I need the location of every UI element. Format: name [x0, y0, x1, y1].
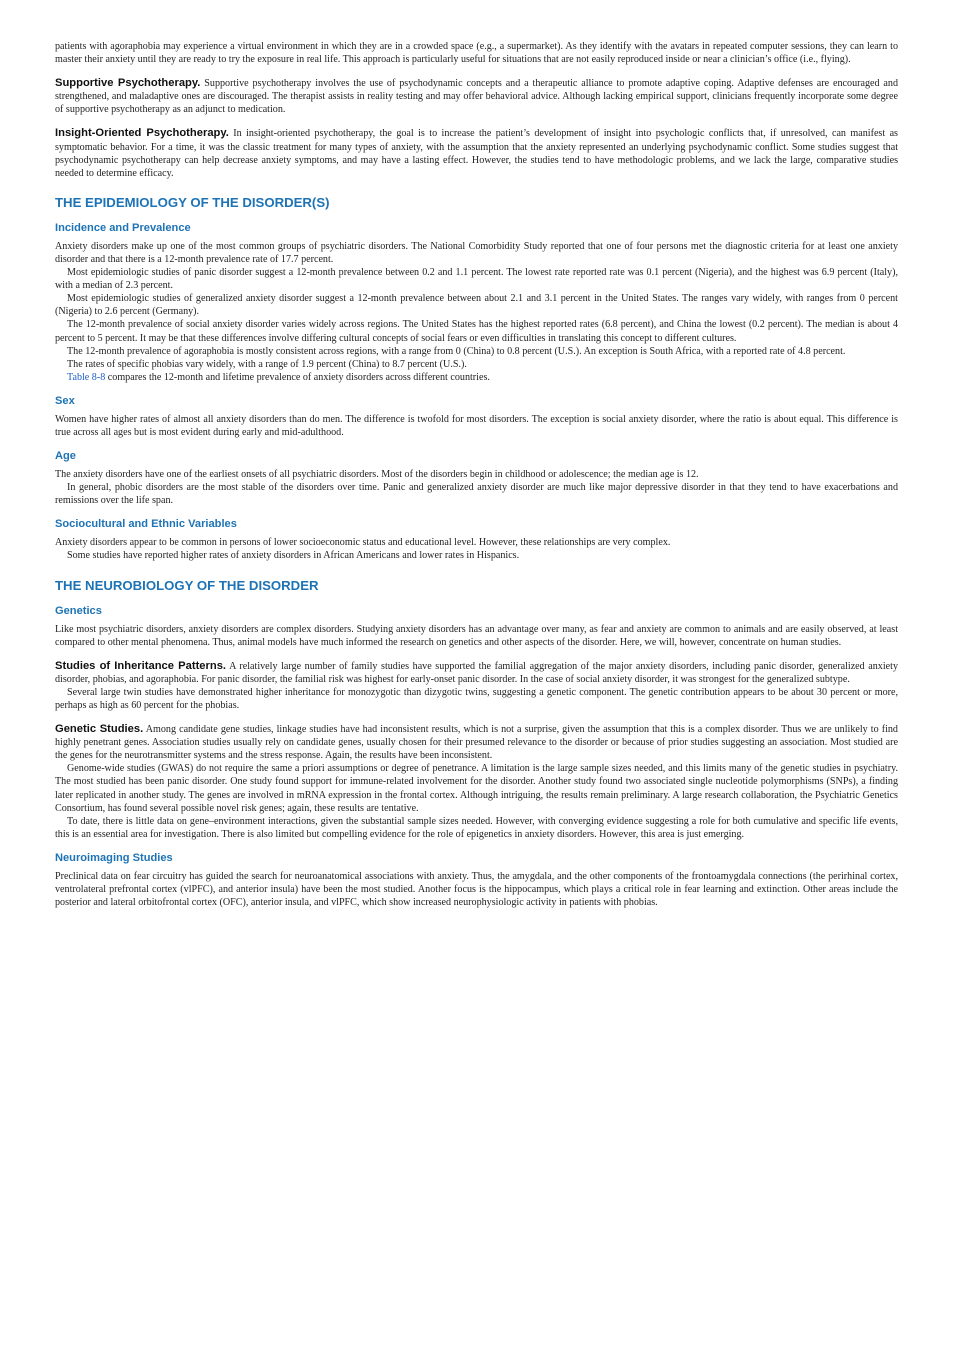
insight-paragraph: [55, 127, 898, 179]
incidence-paragraph-5: The 12-month prevalence of agoraphobia is mostly consistent across regions, with a range from 0 (China) to 0.8 percent (U.S.). An exception is South Africa, with a reported rate of 4.8 percent.: [67, 345, 846, 357]
supportive-paragraph: [55, 77, 898, 116]
table-reference-text: compares the 12-month and lifetime prevalence of anxiety disorders across different countries.: [105, 371, 490, 383]
supportive-run-in-head: Supportive Psychotherapy.: [55, 77, 201, 90]
supportive-text: Supportive psychotherapy involves the use of psychodynamic concepts and a therapeutic alliance to promote adaptive coping. Adaptive defenses are encouraged and strengthened, and maladaptive ones are discouraged. The therapist assists in reality testing and may offer behavioral advice. Although lacking empirical support, clinicians frequently incorporate some degree of supportive psychotherapy as an adjunct to medication.: [55, 78, 899, 116]
incidence-paragraph-3: Most epidemiologic studies of generalized anxiety disorder suggest a 12-month prevalence between about 2.1 and 3.1 percent in the United States. The ranges vary widely, with ranges from 0 percent (Nigeria) to 2.6 percent (Germany).: [55, 293, 898, 318]
inheritance-run-in-head: Studies of Inheritance Patterns.: [55, 659, 227, 672]
sociocultural-paragraph-1: Anxiety disorders appear to be common in persons of lower socioeconomic status and educational level. However, these relationships are very complex.: [55, 537, 671, 549]
genetic-studies-paragraph-3: To date, there is little data on gene–environment interactions, given the substantial sample sizes needed. However, with converging evidence suggesting a role for both cumulative and specific life events, this is an essential area for investigation. There is also limited but compelling evidence for the role of epigenetics in anxiety disorders. However, this area is just emerging.: [55, 815, 898, 840]
age-subheading: Age: [55, 450, 76, 463]
incidence-subheading: Incidence and Prevalence: [55, 221, 191, 234]
genetics-subheading: Genetics: [55, 604, 102, 617]
incidence-paragraph-7: [55, 371, 898, 384]
insight-run-in-head: Insight-Oriented Psychotherapy.: [55, 127, 229, 140]
genetic-studies-text: Among candidate gene studies, linkage studies have had inconsistent results, which is not a surprise, given the assumption that this is a complex disorder. Thus we are unlikely to find highly penetrant genes. Association studies usually rely on candidate genes, usually chosen for their presumed relevance to the disorder or because of prior studies suggesting an association. Most studied are the genes for the neurotransmitter systems and the stress response. Again, the results have been inconsistent.: [55, 724, 898, 762]
incidence-paragraph-1: Anxiety disorders make up one of the most common groups of psychiatric disorders. The National Comorbidity Study reported that one of four persons met the diagnostic criteria for at least one anxiety disorder and that there is a 12-month prevalence rate of 17.7 percent.: [55, 240, 898, 265]
epidemiology-heading: THE EPIDEMIOLOGY OF THE DISORDER(S): [55, 194, 330, 210]
intro-paragraph: patients with agoraphobia may experience a virtual environment in which they are in a crowded space (e.g., a supermarket). As they identify with the avatars in repeated computer sessions, they can learn to master their anxiety until they are ready to try the exposure in real life. This approach is particularly useful for situations that are not easily reproduced inside or near a clinician’s office (i.e., flying).: [55, 41, 898, 66]
document-page: [55, 40, 898, 909]
sex-paragraph: Women have higher rates of almost all anxiety disorders than do men. The difference is twofold for most disorders. The exception is social anxiety disorder, where the ratio is about equal. This difference is true across all ages but is most evident during early and mid-adulthood.: [55, 413, 898, 438]
neuroimaging-subheading: Neuroimaging Studies: [55, 851, 173, 864]
sex-subheading: Sex: [55, 394, 75, 407]
age-paragraph-1: The anxiety disorders have one of the earliest onsets of all psychiatric disorders. Most of the disorders begin in childhood or adolescence; the median age is 12.: [55, 469, 699, 481]
sociocultural-subheading: Sociocultural and Ethnic Variables: [55, 518, 237, 531]
insight-text: In insight-oriented psychotherapy, the goal is to increase the patient’s development of insight into psychologic conflicts that, if unresolved, can manifest as symptomatic behavior. For a time, it was the classic treatment for many types of anxiety, with the assumption that the anxiety represented an underlying psychodynamic conflict. Some studies suggest that psychodynamic psychotherapy can help decrease anxiety symptoms, and may have a lasting effect. However, the studies tend to have methodologic problems, and we lack the large, comparative studies needed to determine efficacy.: [55, 128, 898, 179]
inheritance-paragraph: [55, 660, 898, 686]
neurobiology-heading: THE NEUROBIOLOGY OF THE DISORDER: [55, 577, 319, 593]
inheritance-text: A relatively large number of family studies have supported the familial aggregation of the major anxiety disorders, including panic disorder, generalized anxiety disorder, phobias, and agoraphobia. For panic disorder, the familial risk was highest for early-onset panic disorder. In the case of social anxiety disorder, it was strongest for the generalized subtype.: [55, 660, 898, 685]
genetic-studies-run-in-head: Genetic Studies.: [55, 723, 144, 736]
genetic-studies-paragraph: [55, 723, 898, 762]
incidence-paragraph-4: The 12-month prevalence of social anxiety disorder varies widely across regions. The United States has the highest reported rates (6.8 percent), and China the lowest (0.2 percent). The median is about 4 percent to 5 percent. It may be that these differences involve differing cultural concepts of social fears or even difficulties in translating this concept to different cultures.: [55, 319, 898, 344]
incidence-paragraph-2: Most epidemiologic studies of panic disorder suggest a 12-month prevalence between 0.2 and 1.1 percent. The lowest rate reported rate was 0.1 percent (Nigeria), and the highest was 6.9 percent (Italy), with a median of 2.3 percent.: [55, 267, 898, 292]
table-8-8-link[interactable]: Table 8-8: [67, 371, 106, 383]
genetics-paragraph: Like most psychiatric disorders, anxiety disorders are complex disorders. Studying anxiety disorders has an advantage over many, as fear and anxiety are common to animals and are easily observed, at least compared to other mental phenomena. Thus, animal models have much informed the research on genetics and other aspects of the disorder. Here, we will, however, concentrate on human studies.: [55, 623, 898, 648]
inheritance-paragraph-2: Several large twin studies have demonstrated higher inheritance for monozygotic than dizygotic twins, suggesting a genetic component. The genetic contribution appears to be about 30 percent or more, perhaps as high as 60 percent for the phobias.: [55, 686, 898, 711]
incidence-paragraph-6: The rates of specific phobias vary widely, with a range of 1.9 percent (China) to 8.7 percent (U.S.).: [67, 358, 467, 370]
age-paragraph-2: In general, phobic disorders are the most stable of the disorders over time. Panic and generalized anxiety disorder are much like major depressive disorder in that they tend to have exacerbations and remissions over the life span.: [55, 482, 898, 507]
sociocultural-paragraph-2: Some studies have reported higher rates of anxiety disorders in African Americans and lower rates in Hispanics.: [67, 550, 520, 562]
neuroimaging-paragraph: Preclinical data on fear circuitry has guided the search for neuroanatomical associations with anxiety. Thus, the amygdala, and the other components of the frontoamygdala connections (the perirhinal cortex, ventrolateral prefrontal cortex (vlPFC), and anterior insula) have been the most studied. Another focus is the hippocampus, which plays a critical role in fear learning and extinction. Other areas include the posterior and lateral orbitofrontal cortex (OFC), anterior insula, and vlPFC, which show increased neurophysiologic activity in patients with phobias.: [55, 870, 898, 909]
genetic-studies-paragraph-2: Genome-wide studies (GWAS) do not require the same a priori assumptions or degree of penetrance. A limitation is the large sample sizes needed, and this limits many of the genetic studies in psychiatry. The most studied has been panic disorder. One study found support for immune-related involvement for the disorder. Another study found two associated single nucleotide polymorphisms (SNPs), a finding later replicated in another study. The genes are involved in mRNA expression in the frontal cortex. Although intriguing, the results remain preliminary. A large research collaboration, the Psychiatric Genetics Consortium, has found several possible novel risk genes; again, these results are tentative.: [55, 763, 898, 814]
